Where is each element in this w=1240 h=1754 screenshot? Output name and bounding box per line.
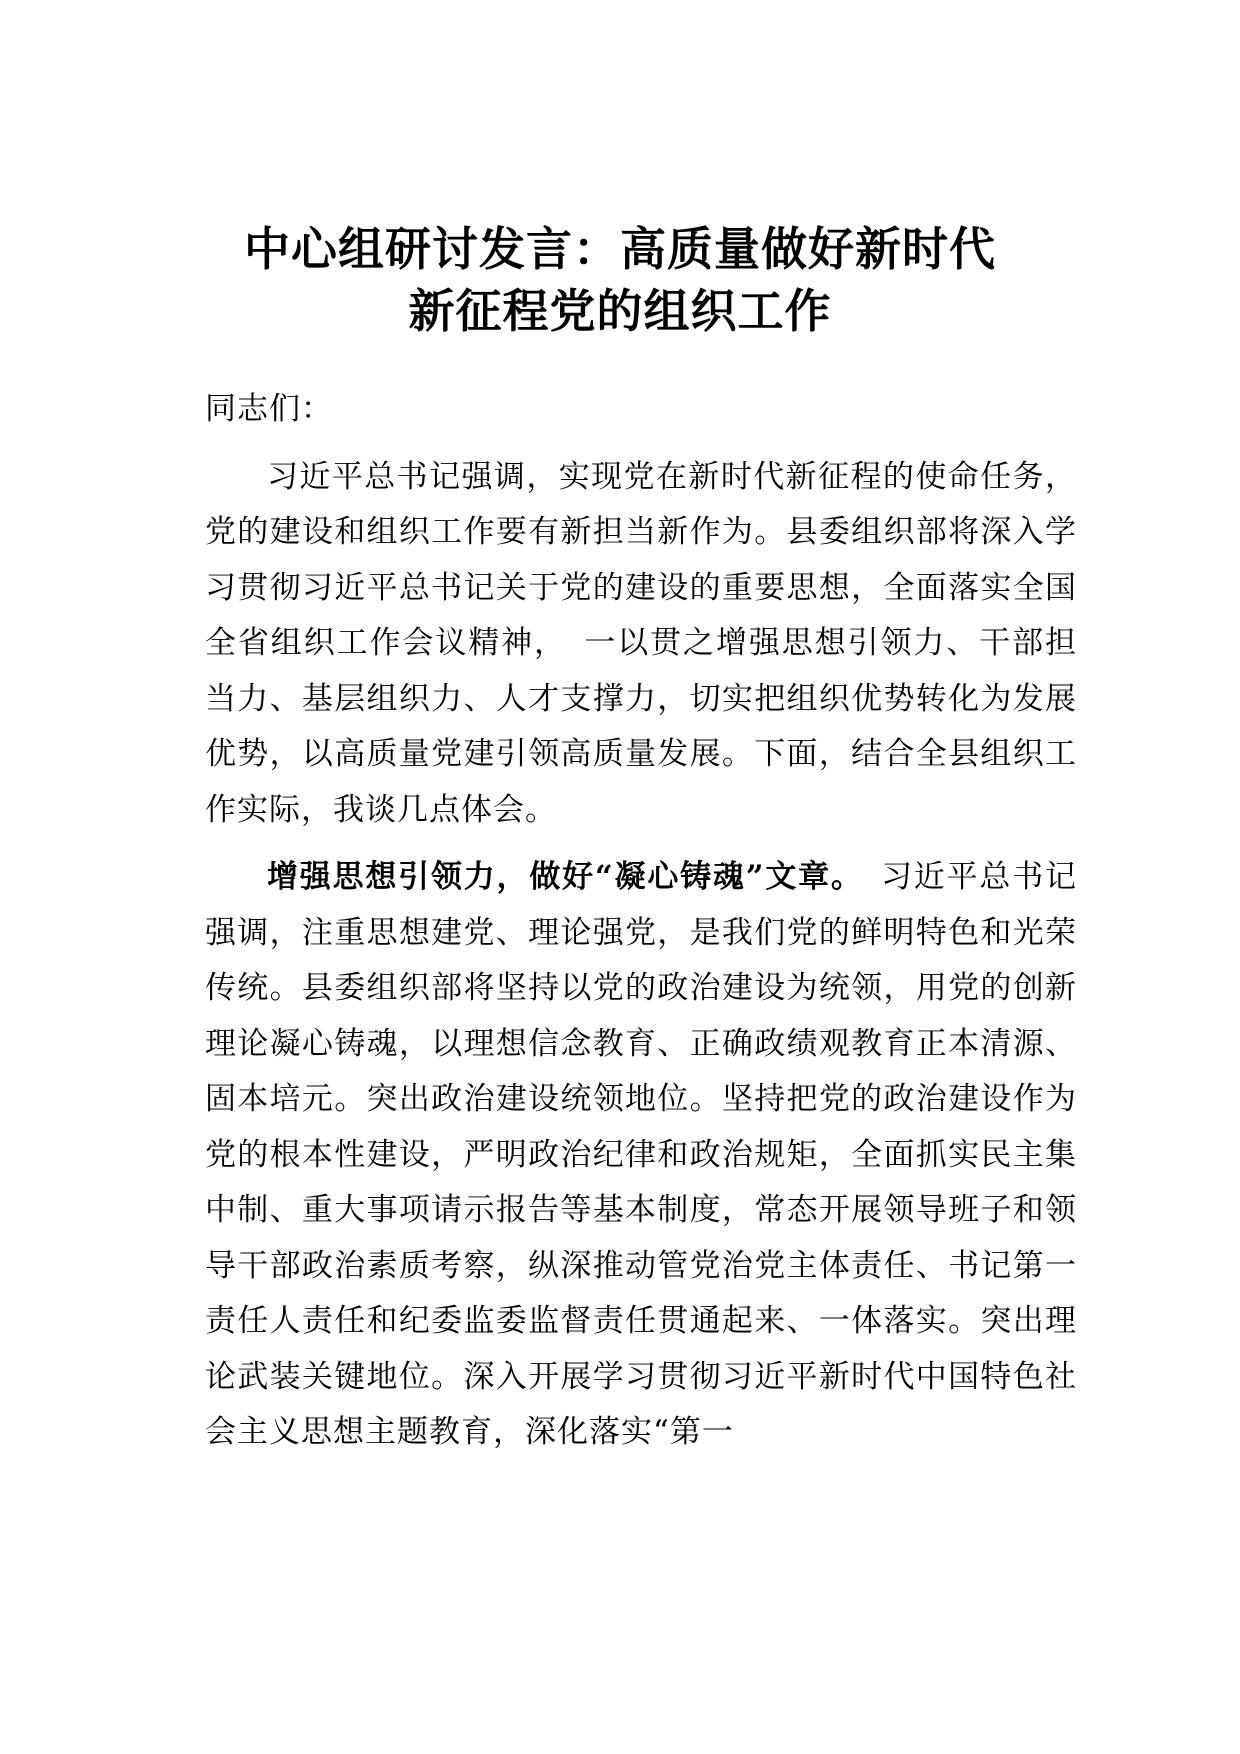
document-body bbox=[205, 382, 1077, 1473]
document-title bbox=[150, 218, 1090, 342]
section-heading: 增强思想引领力，做好“凝心铸魂”文章。 bbox=[267, 859, 849, 895]
paragraph-intro bbox=[205, 450, 1077, 839]
salutation: 同志们： bbox=[205, 391, 333, 427]
paragraph-text: 习近平总书记强调，注重思想建党、理论强党，是我们党的鲜明特色和光荣传统。县委组织部将坚持以党的政治建设为统领，用党的创新理论凝心铸魂，以理想信念教育、正确政绩观教育正本清源、固本培元。突出政治建设统领地位。坚持把党的政治建设作为党的根本性建设，严明政治纪律和政治规矩，全面抓实民主集中制、重大事项请示报告等基本制度，常态开展领导班子和领导干部政治素质考察，纵深推动管党治党主体责任、书记第一责任人责任和纪委监委监督责任贯通起来、一体落实。突出理论武装关键地位。深入开展学习贯彻习近平新时代中国特色社会主义思想主题教育，深化落实“第一 bbox=[205, 859, 1077, 1450]
paragraph-text: 习近平总书记强调，实现党在新时代新征程的使命任务，党的建设和组织工作要有新担当新作为。县委组织部将深入学习贯彻习近平总书记关于党的建设的重要思想，全面落实全国全省组织工作会议精神， 一以贯之增强思想引领力、干部担当力、基层组织力、人才支撑力，切实把组织优势转化为发展优势，以高质量党建引领高质量发展。下面，结合全县组织工作实际，我谈几点体会。 bbox=[205, 458, 1077, 828]
title-line-1: 中心组研讨发言：高质量做好新时代 bbox=[244, 222, 996, 276]
title-line-2: 新征程党的组织工作 bbox=[408, 284, 832, 338]
paragraph-section-1 bbox=[205, 850, 1077, 1461]
